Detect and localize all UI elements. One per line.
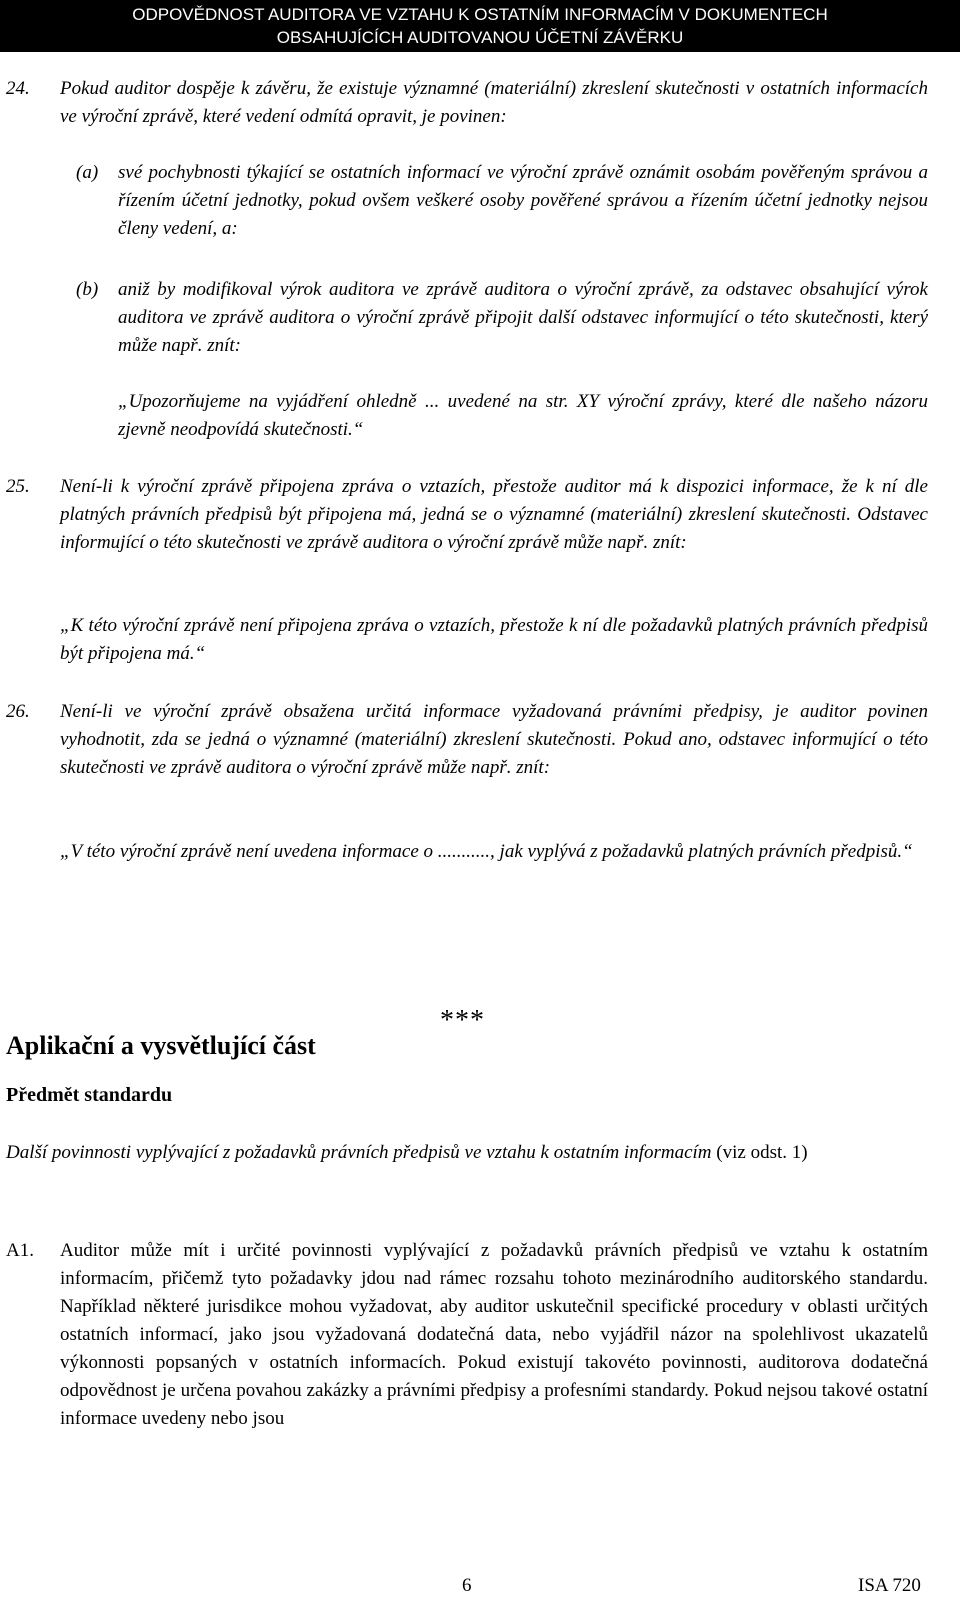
header-line-1: ODPOVĚDNOST AUDITORA VE VZTAHU K OSTATNÍM INFORMACÍM V DOKUMENTECH xyxy=(132,5,828,24)
subsection-subtitle: Další povinnosti vyplývající z požadavků právních předpisů ve vztahu k ostatním informacím xyxy=(6,1142,712,1163)
paragraph-24-intro: Pokud auditor dospěje k závěru, že existuje významné (materiální) zkreslení skutečnosti v ostatních informacích ve výroční zprávě, které vedení odmítá opravit, je povinen: xyxy=(60,78,928,127)
item-a-text: své pochybnosti týkající se ostatních informací ve výroční zprávě oznámit osobám pověřeným správou a řízením účetní jednotky, pokud ovšem veškeré osoby pověřené správou a řízením účetní jednotky nejsou členy vedení, a: xyxy=(118,162,928,239)
paragraph-26-text: Není-li ve výroční zprávě obsažena určitá informace vyžadovaná právními předpisy, je auditor povinen vyhodnotit, zda se jedná o významné (materiální) zkreslení skutečnosti. Pokud ano, odstavec informující o této skutečnosti ve zprávě auditora o výroční zprávě může např. znít: xyxy=(60,701,928,778)
paragraph-a1-text: Auditor může mít i určité povinnosti vyplývající z požadavků právních předpisů ve vztahu k ostatním informacím, přičemž tyto požadavky jdou nad rámec rozsahu tohoto mezinárodního auditorského standardu. Například některé jurisdikce mohou vyžadovat, aby auditor uskutečnil specifické procedury v oblasti určitých ostatních informací, jako jsou vyžadovaná dodatečná data, nebo vyjádřil názor na spolehlivost ukazatelů výkonnosti popsaných v ostatních informacích. Pokud existují takovéto povinnosti, auditorova dodatečná odpovědnost je určena povahou zakázky a právními předpisy a profesními standardy. Pokud nejsou takové ostatní informace uvedeny nebo jsou xyxy=(60,1240,928,1429)
paragraph-26-quote: „V této výroční zprávě není uvedena informace o ..........., jak vyplývá z požadavků platných právních předpisů.“ xyxy=(60,841,913,862)
item-b-label: (b) xyxy=(76,279,99,300)
paragraph-25-number: 25. xyxy=(6,476,30,497)
paragraph-26-number: 26. xyxy=(6,701,30,722)
page-number: 6 xyxy=(462,1575,472,1596)
header-line-2: OBSAHUJÍCÍCH AUDITOVANOU ÚČETNÍ ZÁVĚRKU xyxy=(276,28,684,47)
paragraph-24-quote: „Upozorňujeme na vyjádření ohledně ... uvedené na str. XY výroční zprávy, které dle našeho názoru zjevně neodpovídá skutečnosti.“ xyxy=(118,391,928,440)
item-a-label: (a) xyxy=(76,162,99,183)
subsection-title: Předmět standardu xyxy=(6,1084,173,1106)
paragraph-24-number: 24. xyxy=(6,78,30,99)
section-title: Aplikační a vysvětlující část xyxy=(6,1031,316,1060)
paragraph-25-quote: „K této výroční zprávě není připojena zpráva o vztazích, přestože k ní dle požadavků platných právních předpisů být připojena má.“ xyxy=(60,615,928,664)
standard-name: ISA 720 xyxy=(858,1575,921,1596)
paragraph-a1-number: A1. xyxy=(6,1240,34,1261)
item-b-text: aniž by modifikoval výrok auditora ve zprávě auditora o výroční zprávě, za odstavec obsahující výrok auditora ve zprávě auditora o výroční zprávě připojit další odstavec informující o této skutečnosti, který může např. znít: xyxy=(118,279,928,356)
subsection-subtitle-block xyxy=(6,1139,928,1167)
subsection-reference: (viz odst. 1) xyxy=(716,1142,808,1163)
section-separator: *** xyxy=(440,1005,485,1036)
document-header xyxy=(0,0,960,52)
paragraph-25-text: Není-li k výroční zprávě připojena zpráva o vztazích, přestože auditor má k dispozici informace, že k ní dle platných právních předpisů být připojena má, jedná se o významné (materiální) zkreslení skutečnosti. Odstavec informující o této skutečnosti ve zprávě auditora o výroční zprávě může např. znít: xyxy=(60,476,928,553)
